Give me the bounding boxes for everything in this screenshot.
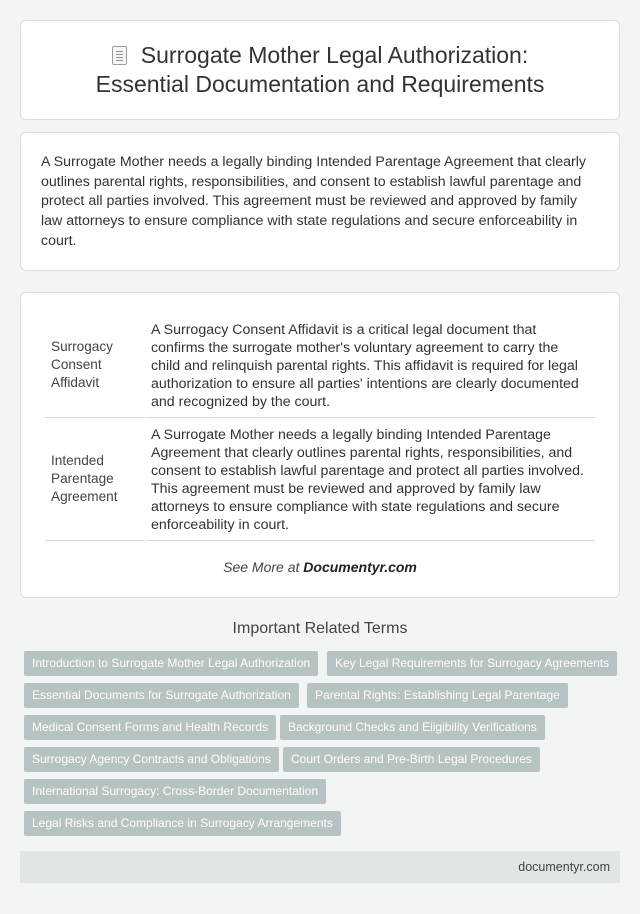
related-term-tag[interactable]: Parental Rights: Establishing Legal Parentage [307,683,568,708]
title-line-2: Essential Documentation and Requirements [95,71,545,97]
related-term-tag[interactable]: Legal Risks and Compliance in Surrogacy Arrangements [24,811,341,836]
related-term-tag[interactable]: Background Checks and Eligibility Verifications [280,715,545,740]
term-cell: Surrogacy Consent Affidavit [45,313,145,418]
page-title [96,41,545,99]
definition-cell: A Surrogate Mother needs a legally binding Intended Parentage Agreement that clearly outlines parental rights, responsibilities, and consent to establish lawful parentage and protect all parties involved. This agreement must be reviewed and approved by family law attorneys to ensure compliance with state regulations and secure enforceability in court. [147,418,595,541]
related-term-tag[interactable]: Key Legal Requirements for Surrogacy Agreements [327,651,617,676]
title-line-1: Surrogate Mother Legal Authorization: [140,42,529,68]
intro-text: A Surrogate Mother needs a legally binding Intended Parentage Agreement that clearly outlines parental rights, responsibilities, and consent to establish lawful parentage and protect all parties involved. This agreement must be reviewed and approved by family law attorneys to ensure compliance with state regulations and secure enforceability in court. [41,154,586,249]
table-row [45,313,595,418]
related-term-tag[interactable]: International Surrogacy: Cross-Border Documentation [24,779,326,804]
related-terms-heading: Important Related Terms [232,620,408,637]
related-term-tag[interactable]: Surrogacy Agency Contracts and Obligations [24,747,279,772]
see-more-site[interactable]: Documentyr.com [303,559,417,575]
intro-card [20,132,620,271]
table-row [45,418,595,541]
related-term-tag[interactable]: Court Orders and Pre-Birth Legal Procedures [283,747,540,772]
title-card [20,20,620,120]
definitions-card [20,292,620,598]
document-icon [112,46,127,65]
related-term-tag[interactable]: Essential Documents for Surrogate Authorization [24,683,299,708]
footer [20,851,620,883]
related-term-tag[interactable]: Medical Consent Forms and Health Records [24,715,276,740]
see-more-link[interactable]: See More at Documentyr.com [223,559,417,575]
footer-site-link[interactable]: documentyr.com [518,860,610,874]
definitions-table [43,313,597,541]
related-term-tag[interactable]: Introduction to Surrogate Mother Legal Authorization [24,651,318,676]
term-cell: Intended Parentage Agreement [45,418,145,541]
definition-cell: A Surrogacy Consent Affidavit is a critical legal document that confirms the surrogate mother's voluntary agreement to carry the child and relinquish parental rights. This affidavit is required for legal authorization to ensure all parties' intentions are clearly documented and recognized by the court. [147,313,595,418]
